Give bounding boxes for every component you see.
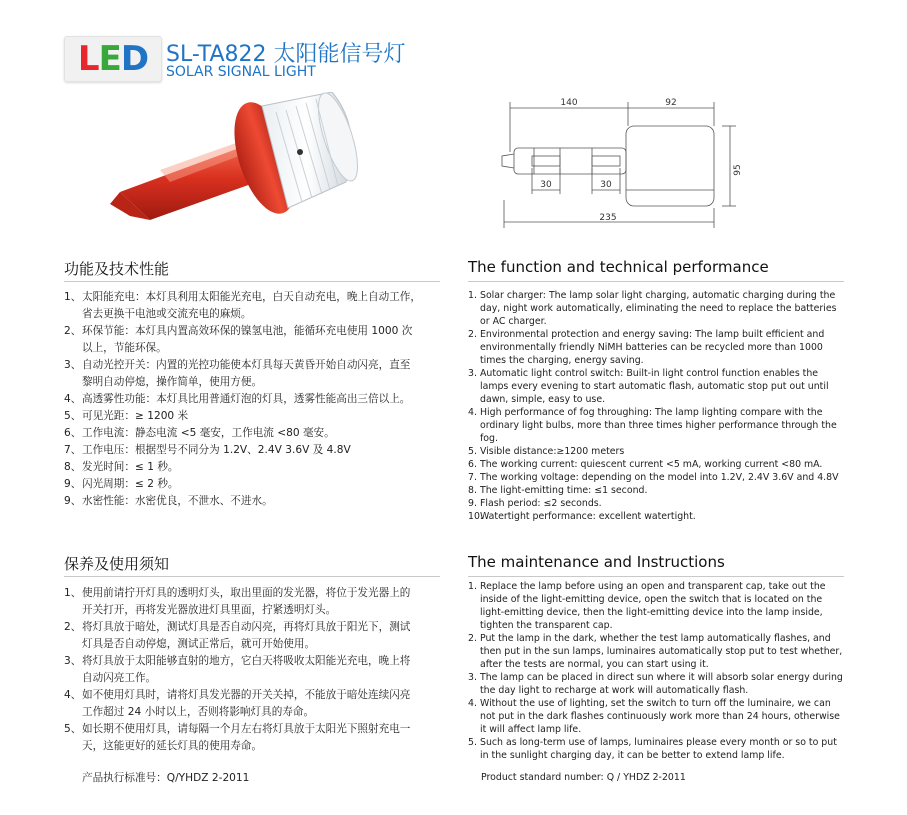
en-function-divider (468, 281, 844, 282)
list-item: 3. The lamp can be placed in direct sun where it will absorb solar energy during the day light to recharge at work will automatically flash. (468, 672, 843, 696)
list-item: 9、 水密性能：水密优良，不泄水、不进水。 (64, 495, 273, 507)
cn-product-standard: 产品执行标准号：Q/YHDZ 2-2011 (82, 772, 250, 784)
list-item: 2. Environmental protection and energy saving: The lamp built efficient and environmentally friendly NiMH batteries can be recycled more than 1000 times the charging, energy saving. (468, 329, 825, 366)
list-item: 3. Automatic light control switch: Built-in light control function enables the lamps every evening to start automatic flash, automatic stop put out until dawn, simple, easy to use. (468, 368, 829, 405)
dimension-drawing (496, 96, 746, 236)
dim-label-30-right: 30 (600, 180, 612, 190)
list-item: 6、 工作电流：静态电流 <5 毫安，工作电流 <80 毫安。 (64, 427, 335, 439)
list-item: 6. The working current: quiescent current <5 mA, working current <80 mA. (468, 459, 823, 470)
en-maintenance-list (468, 580, 846, 762)
dim-label-30-left: 30 (540, 180, 552, 190)
lamp-head (222, 92, 365, 221)
en-maintenance-divider (468, 576, 844, 577)
logo-letter-d: D (120, 39, 149, 79)
cn-function-heading: 功能及技术性能 (64, 260, 170, 278)
product-title-cn: SL-TA822 太阳能信号灯 (166, 42, 406, 67)
list-item: 5. Such as long-term use of lamps, luminaires please every month or so to put in the sunlight charging day, it can be better to extend lamp life. (468, 737, 837, 761)
list-item: 4、 高透雾性功能：本灯具比用普通灯泡的灯具，透雾性能高出三倍以上。 (64, 393, 411, 405)
list-item: 5、 可见光距：≥ 1200 米 (64, 410, 189, 422)
cn-maintenance-divider (64, 576, 440, 577)
list-item: 5、 如长期不使用灯具，请每隔一个月左右将灯具放于太阳光下照射充电一 天，这能更好的延长灯具的使用寿命。 (64, 723, 411, 752)
list-item: 1、 太阳能充电：本灯具利用太阳能光充电，白天自动充电，晚上自动工作， 省去更换干电池或交流充电的麻烦。 (64, 291, 421, 320)
cn-function-list (64, 289, 444, 510)
cn-maintenance-heading: 保养及使用须知 (64, 555, 170, 573)
list-item: 5. Visible distance:≥1200 meters (468, 446, 625, 457)
logo-letter-l: L (77, 39, 99, 79)
en-function-list (468, 289, 846, 523)
list-item: 10. Watertight performance: excellent watertight. (468, 511, 696, 522)
list-item: 4. High performance of fog throughing: The lamp lighting compare with the ordinary light bulbs, more than three times higher performance through the fog. (468, 407, 837, 444)
list-item: 4. Without the use of lighting, set the switch to turn off the luminaire, we can not put in the dark flashes continuously work more than 24 hours, otherwise it will affect lamp life. (468, 698, 840, 735)
list-item: 3、 自动光控开关：内置的光控功能使本灯具每天黄昏开始自动闪亮，直至 黎明自动停熄，操作简单，使用方便。 (64, 359, 411, 388)
list-item: 8. The light-emitting time: ≤1 second. (468, 485, 648, 496)
list-item: 2、 将灯具放于暗处，测试灯具是否自动闪亮，再将灯具放于阳光下，测试 灯具是否自动停熄，测试正常后，就可开始使用。 (64, 621, 411, 650)
list-item: 8、 发光时间：≤ 1 秒。 (64, 461, 179, 473)
list-item: 1. Solar charger: The lamp solar light charging, automatic charging during the day, night work automatically, eliminating the need to replace the batteries or AC charger. (468, 290, 837, 327)
en-function-heading: The function and technical performance (468, 258, 769, 276)
list-item: 4、 如不使用灯具时，请将灯具发光器的开关关掉，不能放于暗处连续闪亮 工作超过 24 小时以上，否则将影响灯具的寿命。 (64, 689, 411, 718)
product-photo (100, 92, 370, 232)
product-title-en: SOLAR SIGNAL LIGHT (166, 64, 316, 80)
dim-label-92: 92 (665, 98, 677, 108)
list-item: 3、 将灯具放于太阳能够直射的地方，它白天将吸收太阳能光充电，晚上将 自动闪亮工作。 (64, 655, 411, 684)
logo-letter-e: E (98, 39, 121, 79)
dim-label-235: 235 (599, 213, 617, 223)
dim-label-95: 95 (733, 164, 743, 176)
led-logo (64, 36, 162, 82)
list-item: 2、 环保节能：本灯具内置高效环保的镍氢电池，能循环充电使用 1000 次 以上，节能环保。 (64, 325, 413, 354)
list-item: 2. Put the lamp in the dark, whether the test lamp automatically flashes, and then put in the sun lamps, luminaires automatically stop put to test whether, after the tests are normal, you can start using it. (468, 633, 843, 670)
list-item: 9. Flash period: ≤2 seconds. (468, 498, 602, 509)
cn-function-divider (64, 281, 440, 282)
cn-maintenance-list (64, 585, 444, 755)
en-maintenance-heading: The maintenance and Instructions (468, 553, 725, 571)
dim-label-140: 140 (560, 98, 578, 108)
list-item: 1、 使用前请拧开灯具的透明灯头，取出里面的发光器，将位于发光器上的 开关打开，再将发光器放进灯具里面，拧紧透明灯头。 (64, 587, 411, 616)
list-item: 7. The working voltage: depending on the model into 1.2V, 2.4V 3.6V and 4.8V (468, 472, 839, 483)
list-item: 1. Replace the lamp before using an open and transparent cap, take out the inside of the light-emitting device, open the switch that is located on the light-emitting device, then the light-emitting device into the lamp inside, tighten the transparent cap. (468, 581, 826, 631)
list-item: 9、 闪光周期：≤ 2 秒。 (64, 478, 179, 490)
list-item: 7、 工作电压：根据型号不同分为 1.2V、2.4V 3.6V 及 4.8V (64, 444, 351, 456)
en-product-standard: Product standard number: Q / YHDZ 2-2011 (481, 772, 686, 783)
